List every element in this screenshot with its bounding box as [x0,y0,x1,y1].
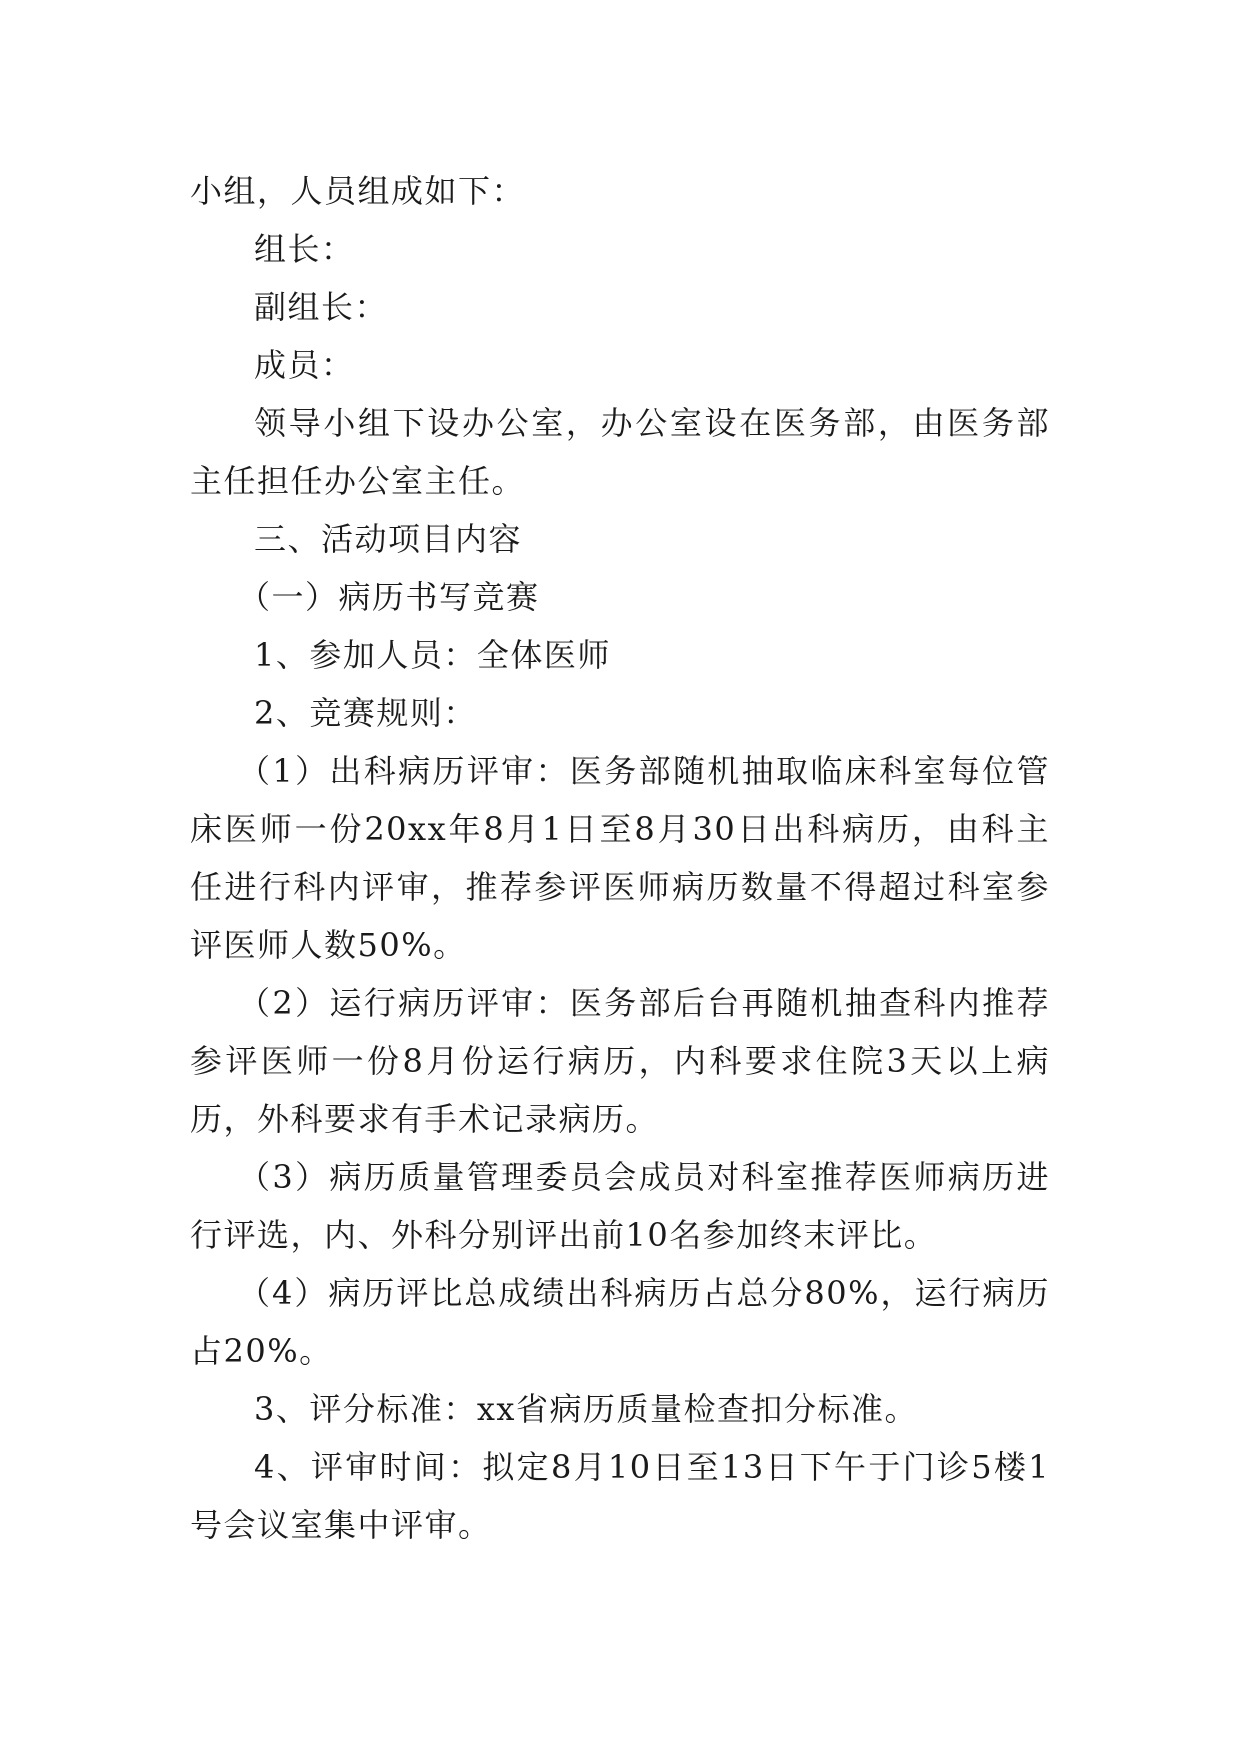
paragraph-rules-heading: 2、竞赛规则： [254,694,477,732]
document-body [190,162,1050,1554]
paragraph-rule-3: （3）病历质量管理委员会成员对科室推荐医师病历进行评选，内、外科分别评出前10名参加终末评比。 [190,1158,1050,1254]
paragraph-deputy-leader: 副组长： [254,288,389,326]
paragraph-leader: 组长： [254,230,355,268]
paragraph-review-time: 4、评审时间：拟定8月10日至13日下午于门诊5楼1号会议室集中评审。 [190,1448,1050,1544]
paragraph-participants: 1、参加人员：全体医师 [254,636,611,674]
section-heading-activities: 三、活动项目内容 [254,520,523,558]
paragraph-scoring-standard: 3、评分标准：xx省病历质量检查扣分标准。 [254,1390,918,1428]
paragraph-office: 领导小组下设办公室，办公室设在医务部，由医务部主任担任办公室主任。 [190,404,1050,500]
subsection-heading-competition: （一）病历书写竞赛 [238,578,540,616]
paragraph-rule-2: （2）运行病历评审：医务部后台再随机抽查科内推荐参评医师一份8月份运行病历，内科要求住院3天以上病历，外科要求有手术记录病历。 [190,984,1050,1138]
paragraph-members: 成员： [254,346,355,384]
paragraph-group-intro: 小组，人员组成如下： [190,172,526,210]
paragraph-rule-1: （1）出科病历评审：医务部随机抽取临床科室每位管床医师一份20xx年8月1日至8月30日出科病历，由科主任进行科内评审，推荐参评医师病历数量不得超过科室参评医师人数50%。 [190,752,1050,964]
paragraph-rule-4: （4）病历评比总成绩出科病历占总分80%，运行病历占20%。 [190,1274,1050,1370]
